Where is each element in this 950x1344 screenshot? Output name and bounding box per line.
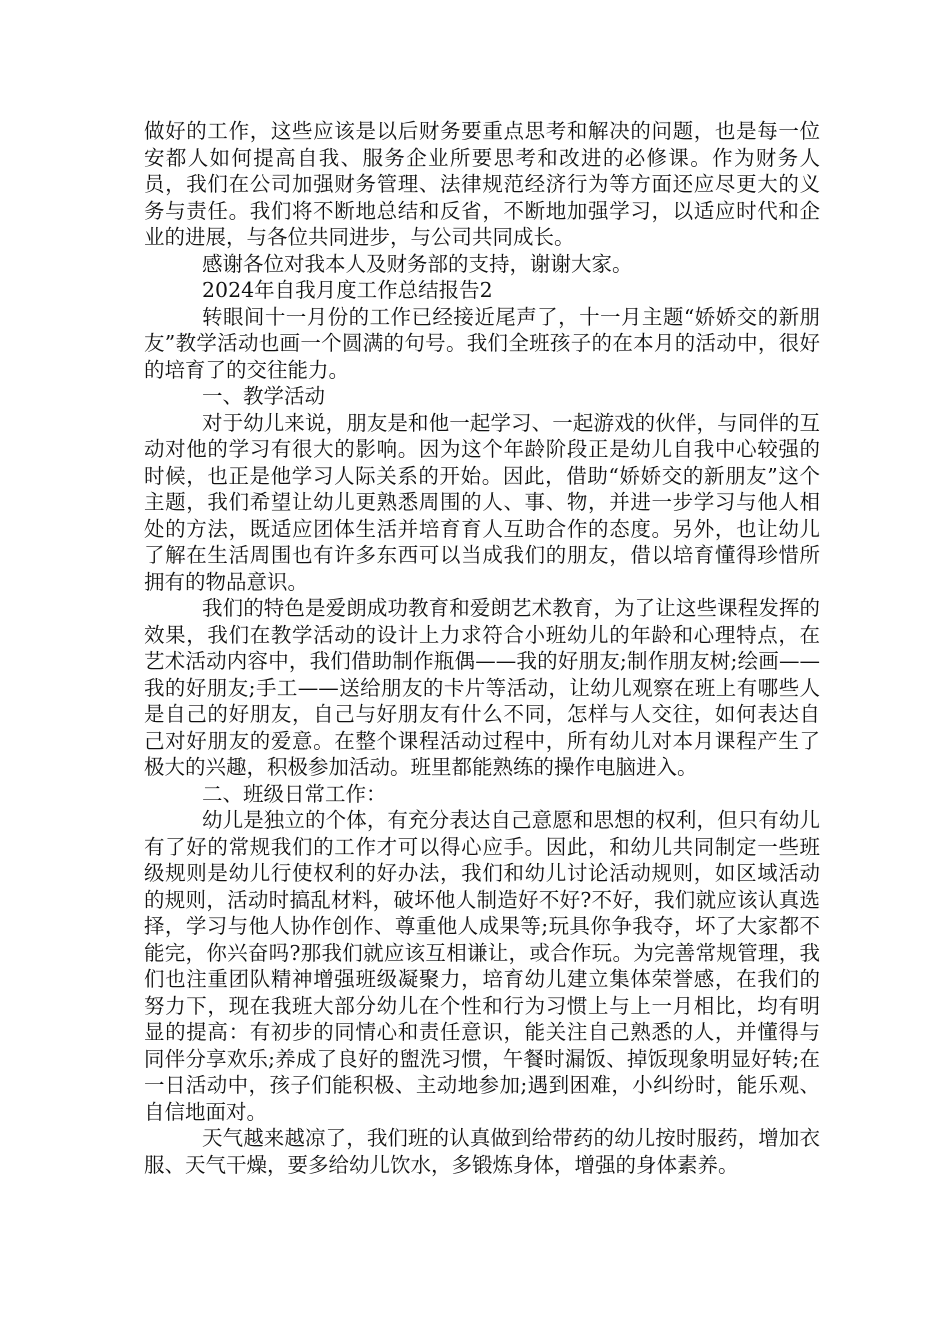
paragraph-weather: 天气越来越凉了，我们班的认真做到给带药的幼儿按时服药，增加衣服、天气干燥，要多给幼儿饮水，多锻炼身体，增强的身体素养。 bbox=[144, 1126, 820, 1177]
paragraph-closing-continuation: 做好的工作，这些应该是以后财务要重点思考和解决的问题，也是每一位安都人如何提高自我、服务企业所要思考和改进的必修课。作为财务人员，我们在公司加强财务管理、法律规范经济行为等方面还应尽更大的义务与责任。我们将不断地总结和反省，不断地加强学习，以适应时代和企业的进展，与各位共同进步，与公司共同成长。 bbox=[144, 119, 820, 249]
paragraph-friends: 对于幼儿来说，朋友是和他一起学习、一起游戏的伙伴，与同伴的互动对他的学习有很大的影响。因为这个年龄阶段正是幼儿自我中心较强的时候，也正是他学习人际关系的开始。因此，借助“娇娇交的新朋友”这个主题，我们希望让幼儿更熟悉周围的人、事、物，并进一步学习与他人相处的方法，既适应团体生活并培育育人互助合作的态度。另外，也让幼儿了解在生活周围也有许多东西可以当成我们的朋友，借以培育懂得珍惜所拥有的物品意识。 bbox=[144, 410, 820, 594]
paragraph-intro: 转眼间十一月份的工作已经接近尾声了，十一月主题“娇娇交的新朋友”教学活动也画一个圆满的句号。我们全班孩子的在本月的活动中，很好的培育了的交往能力。 bbox=[144, 304, 820, 382]
paragraph-features: 我们的特色是爱朗成功教育和爱朗艺术教育，为了让这些课程发挥的效果，我们在教学活动的设计上力求符合小班幼儿的年龄和心理特点，在艺术活动内容中，我们借助制作瓶偶——我的好朋友;制作朋友树;绘画——我的好朋友;手工——送给朋友的卡片等活动，让幼儿观察在班上有哪些人是自己的好朋友，自己与好朋友有什么不同，怎样与人交往，如何表达自己对好朋友的爱意。在整个课程活动过程中，所有幼儿对本月课程产生了极大的兴趣，积极参加活动。班里都能熟练的操作电脑进入。 bbox=[144, 596, 820, 779]
paragraph-rules: 幼儿是独立的个体，有充分表达自己意愿和思想的权利，但只有幼儿有了好的常规我们的工作才可以得心应手。因此，和幼儿共同制定一些班级规则是幼儿行使权利的好办法，我们和幼儿讨论活动规则，如区域活动的规则，活动时搞乱材料，破坏他人制造好不好?不好，我们就应该认真选择，学习与他人协作创作、尊重他人成果等;玩具你争我夺，坏了大家都不能完，你兴奋吗?那我们就应该互相谦让，或合作玩。为完善常规管理，我们也注重团队精神增强班级凝聚力，培育幼儿建立集体荣誉感，在我们的努力下，现在我班大部分幼儿在个性和行为习惯上与上一月相比，均有明显的提高：有初步的同情心和责任意识，能关注自己熟悉的人，并懂得与同伴分享欢乐;养成了良好的盥洗习惯，午餐时漏饭、掉饭现象明显好转;在一日活动中，孩子们能积极、主动地参加;遇到困难，小纠纷时，能乐观、自信地面对。 bbox=[144, 808, 820, 1124]
document-page bbox=[144, 118, 820, 1178]
section-heading-teaching: 一、教学活动 bbox=[202, 384, 325, 408]
paragraph-thanks: 感谢各位对我本人及财务部的支持，谢谢大家。 bbox=[202, 251, 633, 276]
section-heading-daily-work: 二、班级日常工作： bbox=[202, 781, 387, 806]
report-heading: 2024年自我月度工作总结报告2 bbox=[202, 278, 493, 302]
